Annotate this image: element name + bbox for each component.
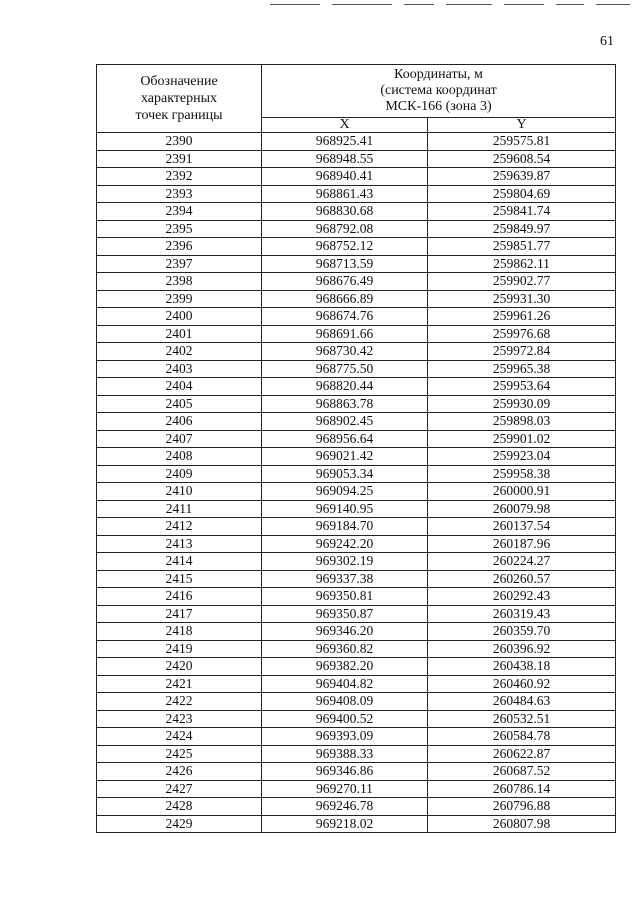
- page-number: 61: [600, 34, 614, 49]
- y-coordinate-cell: 260359.70: [428, 623, 616, 641]
- y-coordinate-cell: 259976.68: [428, 325, 616, 343]
- x-coordinate-cell: 968666.89: [262, 290, 428, 308]
- point-id-cell: 2398: [97, 273, 262, 291]
- point-id-cell: 2417: [97, 605, 262, 623]
- x-coordinate-cell: 968940.41: [262, 168, 428, 186]
- y-coordinate-cell: 260187.96: [428, 535, 616, 553]
- table-row: [97, 500, 616, 518]
- table-row: [97, 343, 616, 361]
- boundary-points-table: [96, 64, 616, 833]
- point-id-cell: 2412: [97, 518, 262, 536]
- x-coordinate-cell: 969242.20: [262, 535, 428, 553]
- table-row: [97, 780, 616, 798]
- table-row: [97, 570, 616, 588]
- point-id-cell: 2393: [97, 185, 262, 203]
- table-row: [97, 378, 616, 396]
- table-row: [97, 203, 616, 221]
- y-coordinate-cell: 259961.26: [428, 308, 616, 326]
- table-row: [97, 168, 616, 186]
- point-id-cell: 2409: [97, 465, 262, 483]
- y-coordinate-cell: 259902.77: [428, 273, 616, 291]
- table-row: [97, 448, 616, 466]
- y-coordinate-cell: 260260.57: [428, 570, 616, 588]
- table-row: [97, 273, 616, 291]
- y-coordinate-cell: 260584.78: [428, 728, 616, 746]
- x-coordinate-cell: 969337.38: [262, 570, 428, 588]
- point-id-cell: 2418: [97, 623, 262, 641]
- y-coordinate-cell: 260687.52: [428, 763, 616, 781]
- coords-header-line: (система координат: [380, 83, 497, 98]
- point-id-cell: 2424: [97, 728, 262, 746]
- x-coordinate-cell: 969184.70: [262, 518, 428, 536]
- x-coordinate-cell: 969218.02: [262, 815, 428, 833]
- x-coordinate-cell: 968792.08: [262, 220, 428, 238]
- coords-header-line: Координаты, м: [394, 67, 483, 82]
- table-row: [97, 238, 616, 256]
- point-id-cell: 2403: [97, 360, 262, 378]
- y-coordinate-cell: 260396.92: [428, 640, 616, 658]
- x-coordinate-cell: 969388.33: [262, 745, 428, 763]
- table-row: [97, 623, 616, 641]
- coords-header-line: МСК-166 (зона 3): [385, 99, 492, 114]
- x-coordinate-cell: 968948.55: [262, 150, 428, 168]
- y-coordinate-cell: 259639.87: [428, 168, 616, 186]
- point-id-cell: 2427: [97, 780, 262, 798]
- y-coordinate-cell: 260786.14: [428, 780, 616, 798]
- y-coordinate-cell: 260079.98: [428, 500, 616, 518]
- x-coordinate-cell: 969393.09: [262, 728, 428, 746]
- point-id-cell: 2395: [97, 220, 262, 238]
- point-id-cell: 2415: [97, 570, 262, 588]
- point-id-cell: 2408: [97, 448, 262, 466]
- table-row: [97, 325, 616, 343]
- point-id-cell: 2428: [97, 798, 262, 816]
- x-coordinate-cell: 968830.68: [262, 203, 428, 221]
- x-coordinate-cell: 968730.42: [262, 343, 428, 361]
- table-row: [97, 133, 616, 151]
- y-coordinate-cell: 259841.74: [428, 203, 616, 221]
- y-coordinate-cell: 259898.03: [428, 413, 616, 431]
- x-coordinate-cell: 969270.11: [262, 780, 428, 798]
- point-header-line: Обозначение: [140, 74, 218, 89]
- x-coordinate-cell: 969021.42: [262, 448, 428, 466]
- y-coordinate-cell: 259965.38: [428, 360, 616, 378]
- point-id-cell: 2420: [97, 658, 262, 676]
- table-row: [97, 710, 616, 728]
- table-row: [97, 430, 616, 448]
- y-column-header: Y: [428, 118, 616, 133]
- point-id-cell: 2406: [97, 413, 262, 431]
- x-coordinate-cell: 968820.44: [262, 378, 428, 396]
- table-row: [97, 220, 616, 238]
- table-row: [97, 465, 616, 483]
- x-coordinate-cell: 969346.86: [262, 763, 428, 781]
- point-id-cell: 2401: [97, 325, 262, 343]
- table-row: [97, 658, 616, 676]
- point-id-cell: 2394: [97, 203, 262, 221]
- point-id-cell: 2400: [97, 308, 262, 326]
- y-coordinate-cell: 259849.97: [428, 220, 616, 238]
- point-id-cell: 2416: [97, 588, 262, 606]
- y-coordinate-cell: 259930.09: [428, 395, 616, 413]
- y-coordinate-cell: 260319.43: [428, 605, 616, 623]
- y-coordinate-cell: 259923.04: [428, 448, 616, 466]
- x-coordinate-cell: 969360.82: [262, 640, 428, 658]
- point-id-cell: 2399: [97, 290, 262, 308]
- table-row: [97, 483, 616, 501]
- y-coordinate-cell: 260796.88: [428, 798, 616, 816]
- x-coordinate-cell: 969053.34: [262, 465, 428, 483]
- point-id-cell: 2396: [97, 238, 262, 256]
- table-row: [97, 518, 616, 536]
- x-coordinate-cell: 969408.09: [262, 693, 428, 711]
- x-coordinate-cell: 968902.45: [262, 413, 428, 431]
- table-row: [97, 255, 616, 273]
- x-coordinate-cell: 969346.20: [262, 623, 428, 641]
- x-coordinate-cell: 968775.50: [262, 360, 428, 378]
- y-coordinate-cell: 259972.84: [428, 343, 616, 361]
- table-body: [97, 133, 616, 833]
- table-row: [97, 693, 616, 711]
- point-id-cell: 2405: [97, 395, 262, 413]
- table-row: [97, 728, 616, 746]
- y-coordinate-cell: 259851.77: [428, 238, 616, 256]
- point-header-line: точек границы: [135, 108, 223, 123]
- y-coordinate-cell: 259953.64: [428, 378, 616, 396]
- y-coordinate-cell: 260484.63: [428, 693, 616, 711]
- x-coordinate-cell: 969094.25: [262, 483, 428, 501]
- table-row: [97, 640, 616, 658]
- x-coordinate-cell: 969400.52: [262, 710, 428, 728]
- y-coordinate-cell: 259931.30: [428, 290, 616, 308]
- table-row: [97, 815, 616, 833]
- x-coordinate-cell: 969302.19: [262, 553, 428, 571]
- x-coordinate-cell: 969350.81: [262, 588, 428, 606]
- point-id-cell: 2425: [97, 745, 262, 763]
- point-id-cell: 2391: [97, 150, 262, 168]
- x-coordinate-cell: 968925.41: [262, 133, 428, 151]
- y-coordinate-cell: 260137.54: [428, 518, 616, 536]
- x-coordinate-cell: 969350.87: [262, 605, 428, 623]
- y-coordinate-cell: 259575.81: [428, 133, 616, 151]
- y-coordinate-cell: 259804.69: [428, 185, 616, 203]
- x-coordinate-cell: 968691.66: [262, 325, 428, 343]
- coordinates-header: [262, 65, 616, 118]
- point-id-cell: 2426: [97, 763, 262, 781]
- table-row: [97, 360, 616, 378]
- table-row: [97, 605, 616, 623]
- point-id-cell: 2414: [97, 553, 262, 571]
- y-coordinate-cell: 260460.92: [428, 675, 616, 693]
- table-row: [97, 745, 616, 763]
- point-id-cell: 2423: [97, 710, 262, 728]
- point-id-cell: 2402: [97, 343, 262, 361]
- point-id-cell: 2407: [97, 430, 262, 448]
- y-coordinate-cell: 260532.51: [428, 710, 616, 728]
- point-id-cell: 2392: [97, 168, 262, 186]
- y-coordinate-cell: 259862.11: [428, 255, 616, 273]
- y-coordinate-cell: 260438.18: [428, 658, 616, 676]
- y-coordinate-cell: 260292.43: [428, 588, 616, 606]
- x-coordinate-cell: 968676.49: [262, 273, 428, 291]
- point-id-cell: 2410: [97, 483, 262, 501]
- point-id-cell: 2413: [97, 535, 262, 553]
- y-coordinate-cell: 259958.38: [428, 465, 616, 483]
- y-coordinate-cell: 260807.98: [428, 815, 616, 833]
- table-row: [97, 675, 616, 693]
- point-header-line: характерных: [140, 91, 218, 106]
- y-coordinate-cell: 260000.91: [428, 483, 616, 501]
- y-coordinate-cell: 260224.27: [428, 553, 616, 571]
- table-row: [97, 588, 616, 606]
- table-row: [97, 553, 616, 571]
- point-id-cell: 2404: [97, 378, 262, 396]
- point-id-cell: 2419: [97, 640, 262, 658]
- y-coordinate-cell: 259901.02: [428, 430, 616, 448]
- table-row: [97, 763, 616, 781]
- table-row: [97, 290, 616, 308]
- point-id-cell: 2421: [97, 675, 262, 693]
- x-coordinate-cell: 969382.20: [262, 658, 428, 676]
- x-coordinate-cell: 969140.95: [262, 500, 428, 518]
- x-column-header: X: [262, 118, 428, 133]
- top-scan-lines: [270, 4, 630, 7]
- table-row: [97, 798, 616, 816]
- y-coordinate-cell: 260622.87: [428, 745, 616, 763]
- x-coordinate-cell: 968752.12: [262, 238, 428, 256]
- table-row: [97, 150, 616, 168]
- x-coordinate-cell: 969246.78: [262, 798, 428, 816]
- table-row: [97, 308, 616, 326]
- point-id-cell: 2397: [97, 255, 262, 273]
- x-coordinate-cell: 968863.78: [262, 395, 428, 413]
- point-id-cell: 2429: [97, 815, 262, 833]
- x-coordinate-cell: 968956.64: [262, 430, 428, 448]
- point-id-cell: 2422: [97, 693, 262, 711]
- y-coordinate-cell: 259608.54: [428, 150, 616, 168]
- point-id-cell: 2390: [97, 133, 262, 151]
- table-row: [97, 185, 616, 203]
- x-coordinate-cell: 969404.82: [262, 675, 428, 693]
- point-designation-header: [97, 65, 262, 133]
- x-coordinate-cell: 968861.43: [262, 185, 428, 203]
- table-row: [97, 413, 616, 431]
- x-coordinate-cell: 968674.76: [262, 308, 428, 326]
- table-row: [97, 395, 616, 413]
- table-row: [97, 535, 616, 553]
- x-coordinate-cell: 968713.59: [262, 255, 428, 273]
- point-id-cell: 2411: [97, 500, 262, 518]
